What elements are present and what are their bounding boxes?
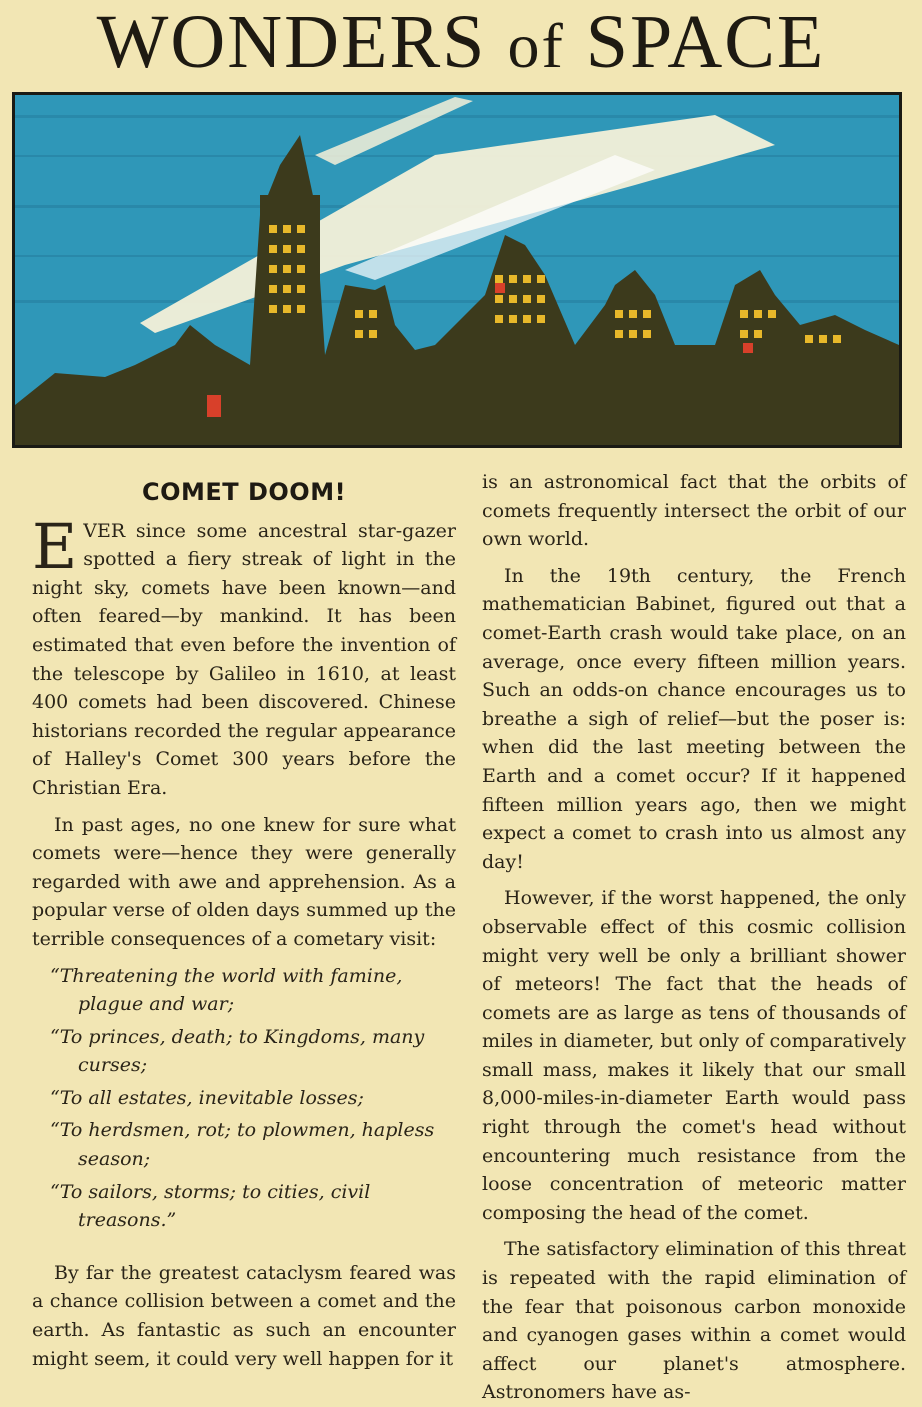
comet-illustration <box>12 92 902 448</box>
paragraph-7: The satisfactory elimination of this threat is repeated with the rapid elimination of the fear that poisonous carbon monoxide and cyanogen gases within a comet would affect our planet's atmosphere. Astronomers have as- <box>482 1238 906 1404</box>
page-title <box>0 0 922 84</box>
title-space: SPACE <box>585 0 826 84</box>
paragraph-2: In past ages, no one knew for sure what comets were—hence they were generally regarded with awe and apprehension. As a popular verse of olden days summed up the terrible consequences of a cometary visit: <box>32 813 456 950</box>
paragraph-6: However, if the worst happened, the only observable effect of this cosmic collision might very well be only a brilliant shower of meteors! The fact that the heads of comets are as large as tens of thousands of miles in diameter, but only of comparatively small mass, makes it likely that our small 8,000-miles-in-diameter Earth would pass right through the comet's head without encountering much resistance from the loose concentration of meteoric matter composing the head of the comet. <box>482 887 906 1224</box>
title-of: of <box>507 10 565 81</box>
verse-line: “To all estates, inevitable losses; <box>50 1086 364 1109</box>
article-heading: COMET DOOM! <box>141 478 347 506</box>
verse-line: “To sailors, storms; to cities, civil treasons.” <box>50 1180 371 1232</box>
verse-line: “To princes, death; to Kingdoms, many curses; <box>50 1025 425 1077</box>
article-column-left <box>32 478 456 1373</box>
paragraph-4: is an astronomical fact that the orbits of comets frequently intersect the orbit of our own world. <box>482 471 906 551</box>
paragraph-3: By far the greatest cataclysm feared was a chance collision between a comet and the earth. As fantastic as such an encounter might seem, it could very well happen for it <box>32 1261 456 1370</box>
comet-skyline-drawing <box>15 95 899 445</box>
verse-line: “Threatening the world with famine, plague and war; <box>50 964 403 1016</box>
verse-line: “To herdsmen, rot; to plowmen, hapless season; <box>50 1119 435 1171</box>
paragraph-5: In the 19th century, the French mathematician Babinet, figured out that a comet-Earth crash would take place, on an average, once every fifteen million years. Such an odds-on chance encourages us to breathe a sigh of relief—but the poser is: when did the last meeting between the Earth and a comet occur? If it happened fifteen million years ago, then we might expect a comet to crash into us almost any day! <box>482 564 906 873</box>
drop-cap: E <box>32 509 78 583</box>
verse-block <box>32 962 456 1235</box>
article-column-right <box>482 468 906 1407</box>
paragraph-1 <box>32 509 456 803</box>
paragraph-1-text: VER since some ancestral star-gazer spotted a fiery streak of light in the night sky, comets have been known—and often feared—by mankind. It has been estimated that even before the invention of the telescope by Galileo in 1610, at least 400 comets had been discovered. Chinese historians recorded the regular appearance of Halley's Comet 300 years before the Christian Era. <box>32 519 456 799</box>
title-wonders: WONDERS <box>96 0 487 84</box>
